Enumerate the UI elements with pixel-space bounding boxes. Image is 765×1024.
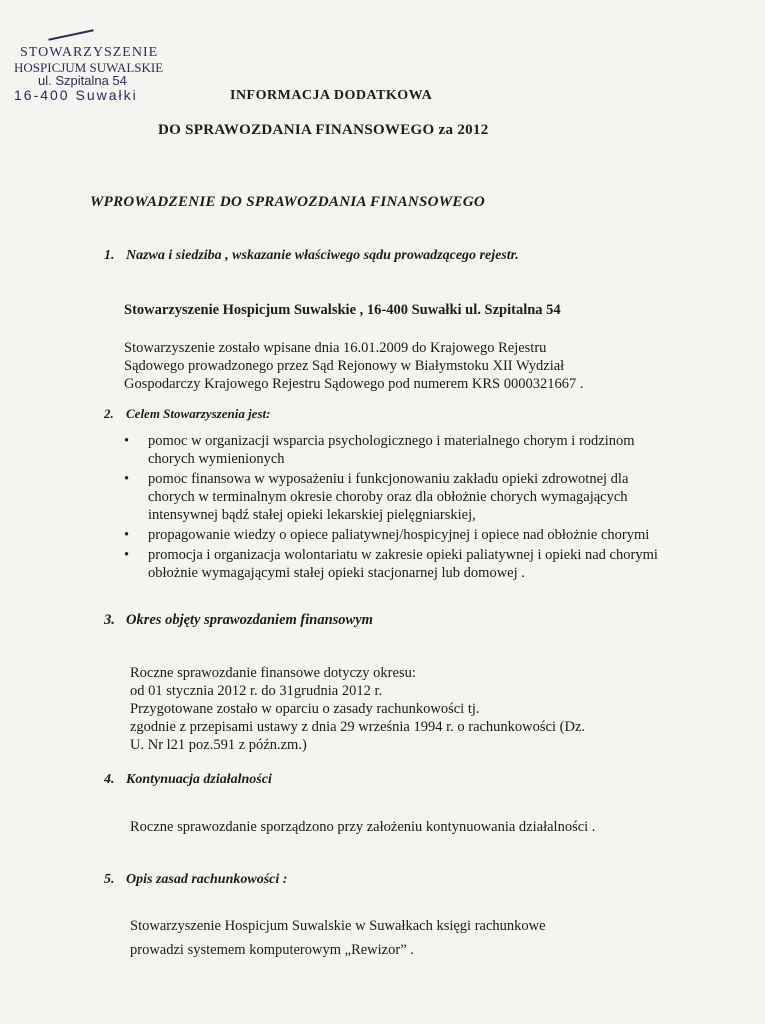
- section-number: 2.: [104, 406, 114, 421]
- stamp-line-2: HOSPICJUM SUWALSKIE: [14, 59, 164, 75]
- list-item-line: pomoc finansowa w wyposażeniu i funkcjonowaniu zakładu opieki zdrowotnej dla: [148, 471, 629, 487]
- section-title: Opis zasad rachunkowości :: [126, 872, 288, 887]
- section-number: 1.: [104, 248, 115, 263]
- section-3-paragraph: [130, 664, 585, 754]
- list-item-line: obłożnie wymagającymi stałej opieki stacjonarnej lub domowej .: [148, 565, 525, 581]
- section-4-paragraph: [130, 818, 595, 836]
- organization-stamp: [14, 34, 204, 103]
- stamp-line-3: ul. Szpitalna 54: [38, 73, 127, 89]
- list-item-line: pomoc w organizacji wsparcia psychologicznego i materialnego chorym i rodzinom: [148, 433, 635, 449]
- section-title: Nazwa i siedziba , wskazanie właściwego sądu prowadzącego rejestr.: [126, 248, 519, 263]
- organization-name-address: Stowarzyszenie Hospicjum Suwalskie , 16-400 Suwałki ul. Szpitalna 54: [124, 302, 561, 318]
- section-title: Okres objęty sprawozdaniem finansowym: [126, 612, 373, 628]
- section-1-paragraph: [124, 339, 584, 393]
- list-item-line: promocja i organizacja wolontariatu w zakresie opieki paliatywnej i opieki nad chorymi: [148, 547, 658, 563]
- stamp-signature-mark: [48, 29, 93, 41]
- list-item-line: chorych wymienionych: [148, 451, 285, 467]
- list-item: [122, 546, 722, 582]
- paragraph-line: Stowarzyszenie Hospicjum Suwalskie w Suwałkach księgi rachunkowe: [130, 918, 546, 934]
- goals-list: [122, 432, 722, 584]
- section-3-heading: [104, 612, 373, 629]
- paragraph-line: od 01 stycznia 2012 r. do 31grudnia 2012 r.: [130, 683, 383, 699]
- section-5-paragraph: [130, 914, 546, 962]
- list-item-line: propagowanie wiedzy o opiece paliatywnej/hospicyjnej i opiece nad obłożnie chorymi: [148, 527, 650, 543]
- list-item-line: intensywnej bądź stałej opieki lekarskiej pielęgniarskiej,: [148, 507, 476, 523]
- stamp-line-1: STOWARZYSZENIE: [20, 45, 159, 60]
- paragraph-line: Gospodarczy Krajowego Rejestru Sądowego pod numerem KRS 0000321667 .: [124, 376, 584, 392]
- list-item-line: chorych w terminalnym okresie choroby oraz dla obłożnie chorych wymagających: [148, 489, 628, 505]
- section-5-heading: [104, 872, 287, 888]
- section-1-heading: [104, 248, 519, 264]
- paragraph-line: Przygotowane zostało w oparciu o zasady rachunkowości tj.: [130, 701, 480, 717]
- list-item: [122, 470, 722, 524]
- section-2-heading: [104, 406, 270, 422]
- paragraph-line: zgodnie z przepisami ustawy z dnia 29 września 1994 r. o rachunkowości (Dz.: [130, 719, 586, 735]
- section-title: Celem Stowarzyszenia jest:: [126, 406, 271, 421]
- list-item: [122, 432, 722, 468]
- bullet-icon: •: [124, 433, 130, 449]
- bullet-icon: •: [124, 547, 130, 563]
- paragraph-line: prowadzi systemem komputerowym „Rewizor” .: [130, 942, 414, 958]
- paragraph-line: Stowarzyszenie zostało wpisane dnia 16.01.2009 do Krajowego Rejestru: [124, 340, 547, 356]
- bullet-icon: •: [124, 527, 130, 543]
- bullet-icon: •: [124, 471, 130, 487]
- document-subtitle: DO SPRAWOZDANIA FINANSOWEGO za 2012: [158, 122, 489, 138]
- paragraph-line: Sądowego prowadzonego przez Sąd Rejonowy w Białymstoku XII Wydział: [124, 358, 565, 374]
- section-4-heading: [104, 772, 272, 788]
- list-item: [122, 526, 722, 544]
- section-number: 3.: [104, 612, 115, 628]
- section-number: 5.: [104, 872, 115, 887]
- stamp-line-4: 16-400 Suwałki: [14, 86, 138, 103]
- paragraph-line: Roczne sprawozdanie sporządzono przy założeniu kontynuowania działalności .: [130, 819, 596, 835]
- section-number: 4.: [104, 772, 115, 787]
- document-title: INFORMACJA DODATKOWA: [230, 88, 433, 103]
- intro-heading: WPROWADZENIE DO SPRAWOZDANIA FINANSOWEGO: [90, 194, 486, 210]
- section-title: Kontynuacja działalności: [126, 772, 272, 787]
- paragraph-line: Roczne sprawozdanie finansowe dotyczy okresu:: [130, 665, 416, 681]
- paragraph-line: U. Nr l21 poz.591 z późn.zm.): [130, 737, 307, 753]
